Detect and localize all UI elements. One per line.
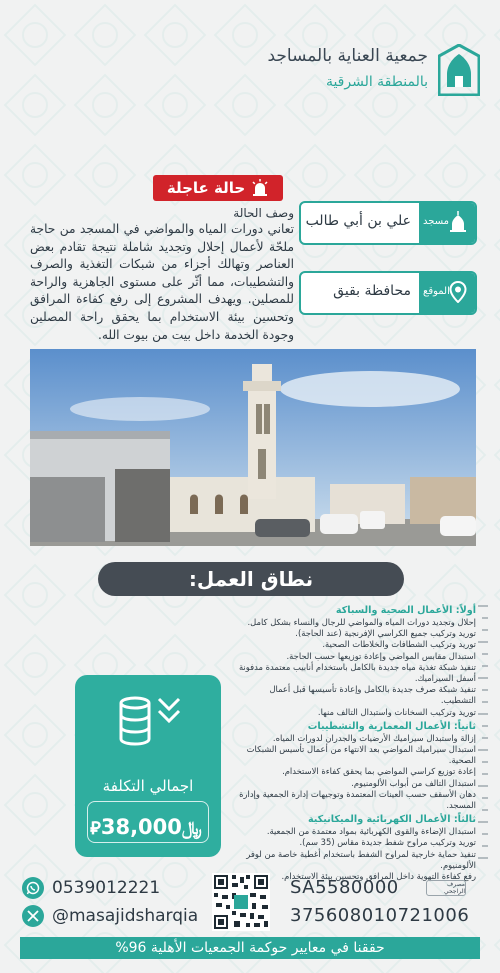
work-item: تنفيذ حماية خارجية لمراوح الشفط باستخدام أغطية خاصة من لوفر الألومنيوم. [246,848,476,870]
work-item: إعادة توزيع كراسي المواضي بما يحقق كفاءة الاستخدام. [282,766,476,777]
qr-code[interactable] [212,873,270,931]
work-section [238,604,476,718]
work-item: استبدال سيراميك المواضي بعد الانتهاء من أعمال تأسيس الشبكات الصحية. [246,744,476,766]
decorative-tick-bar [476,604,488,864]
phone-number: 0539012221 [52,878,161,898]
work-item: دهان الأسقف حسب العينات المعتمدة وتوجيهات إدارة الجمعية وإدارة المسجد. [239,788,476,811]
location-info-box [299,271,477,315]
cost-amount: 38,000 [100,815,182,839]
urgent-label: حالة عاجلة [166,179,246,197]
scope-heading: نطاق العمل: [98,562,404,596]
work-item: استبدال التالف من أبواب الألومنيوم. [351,777,476,788]
mosque-logo-icon [438,44,480,96]
urgent-badge [153,175,283,201]
work-item: رفع كفاءة التهوية داخل المرافق وتحسين بيئة الاستخدام. [281,871,476,882]
mosque-photo [30,349,476,546]
bank-logo: مصرف الراجحي [426,880,466,896]
location-tag [419,273,475,313]
work-item: إزالة واستبدال سيراميك الأرضيات والجدران لدورات المياه. [272,732,476,743]
work-section-title: ثالثاً: الأعمال الكهربائية والميكانيكية [307,814,476,826]
cost-label: اجمالي التكلفة [102,777,194,795]
work-section-title: ثانياً: الأعمال المعمارية والتشطيبات [307,720,476,732]
work-item: تنفيذ شبكة تغذية مياه جديدة بالكامل باستخدام أنابيب معتمدة مدفونة أسفل السيراميك. [238,661,476,684]
work-scope-list [238,604,476,884]
case-description [30,206,294,344]
mosque-tag [419,203,475,243]
social-handle: @masajidsharqia [52,906,199,926]
work-item: استبدال مقابس المواضي وإعادة توزيعها حسب الحاجة. [286,650,476,661]
work-section [238,720,476,811]
location-label: الموقع [423,286,450,297]
iban-line-1: SA5580000 [290,877,399,898]
work-item: تنفيذ شبكة صرف جديدة بالكامل وإعادة تأسيسها قبل أعمال التشطيب. [269,684,476,706]
mosque-label: مسجد [423,216,449,227]
x-icon [22,905,44,927]
work-section [238,813,476,882]
org-logo [267,40,480,100]
work-item: توريد وتركيب مراوح شفط جديدة مقاس (35 سم). [299,837,476,848]
phone-contact[interactable] [22,876,160,900]
iban-line-2: 375608010721006 [290,905,470,926]
riyal-icon: ⃁﷼ [90,818,202,839]
work-section-title: أولاً: الأعمال الصحية والسباكة [335,605,476,616]
coins-icon [113,693,183,749]
description-title: وصف الحالة [233,206,294,220]
work-item: توريد وتركيب جميع الكراسي الإفرنجية (عند الحاجة). [295,628,476,639]
work-item: استبدال الإضاءة والقوى الكهربائية بمواد معتمدة من الجمعية. [266,826,476,837]
social-contact[interactable] [22,904,198,928]
location-pin-icon [447,281,469,303]
location-name: محافظة بقيق [333,283,411,299]
description-body: تعاني دورات المياه والمواضي في المسجد من حاجة ملحّة لأعمال إحلال وتجديد شاملة نتيجة تقادم بعض العناصر وتهالك أجزاء من شبكات التغذية والصرف والتشطيبات، مما أثّر على مستوى الجاهزية والراحة للمصلين. ويهدف المشروع إلى رفع كفاءة المرافق وتحسين بيئة الاستخدام بما يحقق راحة المصلين وجودة الخدمة داخل بيت من بيوت الله. [30,222,294,342]
governance-banner: حققنا في معايير حوكمة الجمعيات الأهلية 96% [20,937,480,959]
whatsapp-icon [22,877,44,899]
work-item: توريد وتركيب الشطافات والخلاطات الصحية. [322,639,476,650]
cost-value [75,815,221,839]
work-item: إحلال وتجديد دورات المياه والمواضي للرجال والنساء بشكل كامل. [247,617,476,627]
mosque-name: علي بن أبي طالب [305,213,411,229]
cost-card [75,675,221,857]
org-name: جمعية العناية بالمساجد [267,46,428,66]
mosque-info-box [299,201,477,245]
mosque-icon [447,211,469,233]
org-region: بالمنطقة الشرقية [325,74,428,90]
work-item: توريد وتركيب السخانات واستبدال التالف منها. [317,706,476,717]
siren-icon [251,179,269,197]
